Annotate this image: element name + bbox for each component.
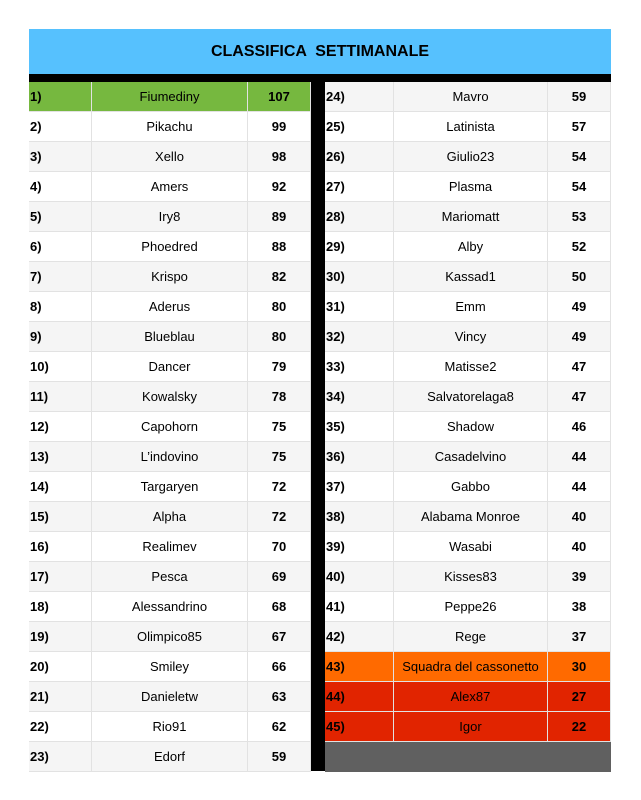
score-cell: 49 (548, 322, 611, 352)
rank-cell: 45) (325, 712, 394, 742)
rank-cell: 4) (29, 172, 92, 202)
player-name-cell: Alby (394, 232, 548, 262)
rank-cell: 40) (325, 562, 394, 592)
table-row (325, 262, 611, 292)
rank-cell: 12) (29, 412, 92, 442)
score-cell: 40 (548, 502, 611, 532)
table-row (29, 232, 311, 262)
table-row (29, 592, 311, 622)
table-row (325, 442, 611, 472)
rank-cell: 7) (29, 262, 92, 292)
player-name-cell: Realimev (92, 532, 248, 562)
player-name-cell: Fiumediny (92, 82, 248, 112)
player-name-cell: Targaryen (92, 472, 248, 502)
score-cell: 54 (548, 142, 611, 172)
score-cell: 62 (248, 712, 311, 742)
rank-cell: 18) (29, 592, 92, 622)
player-name-cell: Kisses83 (394, 562, 548, 592)
table-row (29, 742, 311, 772)
table-row (29, 412, 311, 442)
player-name-cell: Capohorn (92, 412, 248, 442)
score-cell: 75 (248, 442, 311, 472)
table-row (29, 502, 311, 532)
table-row (29, 202, 311, 232)
player-name-cell: Pesca (92, 562, 248, 592)
table-row (29, 112, 311, 142)
player-name-cell: Mariomatt (394, 202, 548, 232)
table-row (29, 712, 311, 742)
rank-cell: 16) (29, 532, 92, 562)
player-name-cell: Gabbo (394, 472, 548, 502)
score-cell: 47 (548, 382, 611, 412)
score-cell: 57 (548, 112, 611, 142)
player-name-cell: Blueblau (92, 322, 248, 352)
score-cell: 50 (548, 262, 611, 292)
table-row (325, 322, 611, 352)
rank-cell: 17) (29, 562, 92, 592)
rank-cell: 25) (325, 112, 394, 142)
table-row (29, 622, 311, 652)
score-cell: 46 (548, 412, 611, 442)
rank-cell: 43) (325, 652, 394, 682)
player-name-cell: Giulio23 (394, 142, 548, 172)
table-row (29, 262, 311, 292)
score-cell: 72 (248, 502, 311, 532)
player-name-cell: Xello (92, 142, 248, 172)
score-cell: 47 (548, 352, 611, 382)
table-row (29, 172, 311, 202)
rank-cell: 22) (29, 712, 92, 742)
leaderboard-title: CLASSIFICA SETTIMANALE (29, 29, 611, 74)
score-cell: 22 (548, 712, 611, 742)
player-name-cell: Casadelvino (394, 442, 548, 472)
player-name-cell: Alabama Monroe (394, 502, 548, 532)
table-row (325, 652, 611, 682)
rank-cell: 11) (29, 382, 92, 412)
table-row (29, 652, 311, 682)
table-row (29, 442, 311, 472)
table-row (29, 562, 311, 592)
rank-cell: 2) (29, 112, 92, 142)
table-row (325, 532, 611, 562)
player-name-cell: Vincy (394, 322, 548, 352)
table-row (29, 292, 311, 322)
rank-cell: 32) (325, 322, 394, 352)
player-name-cell: Rio91 (92, 712, 248, 742)
empty-row (325, 742, 611, 772)
table-row (29, 322, 311, 352)
score-cell: 54 (548, 172, 611, 202)
player-name-cell: Peppe26 (394, 592, 548, 622)
table-row (325, 592, 611, 622)
table-row (325, 352, 611, 382)
score-cell: 27 (548, 682, 611, 712)
table-row (325, 232, 611, 262)
rank-cell: 14) (29, 472, 92, 502)
player-name-cell: Plasma (394, 172, 548, 202)
rank-cell: 38) (325, 502, 394, 532)
score-cell: 98 (248, 142, 311, 172)
column-divider (311, 82, 325, 771)
score-cell: 30 (548, 652, 611, 682)
score-cell: 79 (248, 352, 311, 382)
table-row (325, 712, 611, 742)
score-cell: 72 (248, 472, 311, 502)
table-row (325, 172, 611, 202)
rank-cell: 41) (325, 592, 394, 622)
score-cell: 107 (248, 82, 311, 112)
table-row (29, 472, 311, 502)
rank-cell: 6) (29, 232, 92, 262)
rank-cell: 35) (325, 412, 394, 442)
player-name-cell: Mavro (394, 82, 548, 112)
rank-cell: 30) (325, 262, 394, 292)
score-cell: 52 (548, 232, 611, 262)
rank-cell: 29) (325, 232, 394, 262)
rank-cell: 34) (325, 382, 394, 412)
rank-cell: 26) (325, 142, 394, 172)
table-row (29, 382, 311, 412)
player-name-cell: Dancer (92, 352, 248, 382)
score-cell: 59 (548, 82, 611, 112)
player-name-cell: Alpha (92, 502, 248, 532)
table-row (29, 352, 311, 382)
rank-cell: 27) (325, 172, 394, 202)
score-cell: 38 (548, 592, 611, 622)
score-cell: 44 (548, 472, 611, 502)
rank-cell: 20) (29, 652, 92, 682)
table-row (29, 532, 311, 562)
rank-cell: 3) (29, 142, 92, 172)
player-name-cell: Alex87 (394, 682, 548, 712)
rank-cell: 5) (29, 202, 92, 232)
table-row (29, 142, 311, 172)
table-row (325, 142, 611, 172)
table-row (325, 292, 611, 322)
rank-cell: 8) (29, 292, 92, 322)
header-divider (29, 74, 611, 82)
player-name-cell: Danieletw (92, 682, 248, 712)
rank-cell: 36) (325, 442, 394, 472)
score-cell: 68 (248, 592, 311, 622)
rank-cell: 13) (29, 442, 92, 472)
table-row (325, 682, 611, 712)
rank-cell: 10) (29, 352, 92, 382)
score-cell: 69 (248, 562, 311, 592)
player-name-cell: Kowalsky (92, 382, 248, 412)
rank-cell: 23) (29, 742, 92, 772)
table-row (29, 682, 311, 712)
player-name-cell: Krispo (92, 262, 248, 292)
player-name-cell: Igor (394, 712, 548, 742)
rank-cell: 37) (325, 472, 394, 502)
score-cell: 80 (248, 292, 311, 322)
rank-cell: 1) (29, 82, 92, 112)
player-name-cell: Latinista (394, 112, 548, 142)
score-cell: 78 (248, 382, 311, 412)
table-row (325, 382, 611, 412)
player-name-cell: Shadow (394, 412, 548, 442)
score-cell: 37 (548, 622, 611, 652)
player-name-cell: Wasabi (394, 532, 548, 562)
rank-cell: 28) (325, 202, 394, 232)
table-row (325, 622, 611, 652)
player-name-cell: Iry8 (92, 202, 248, 232)
score-cell: 49 (548, 292, 611, 322)
score-cell: 63 (248, 682, 311, 712)
score-cell: 89 (248, 202, 311, 232)
leaderboard-left-column (29, 82, 311, 772)
table-row (29, 82, 311, 112)
player-name-cell: Phoedred (92, 232, 248, 262)
rank-cell: 42) (325, 622, 394, 652)
player-name-cell: Emm (394, 292, 548, 322)
rank-cell: 21) (29, 682, 92, 712)
rank-cell: 31) (325, 292, 394, 322)
score-cell: 59 (248, 742, 311, 772)
player-name-cell: L’indovino (92, 442, 248, 472)
score-cell: 80 (248, 322, 311, 352)
score-cell: 53 (548, 202, 611, 232)
score-cell: 39 (548, 562, 611, 592)
score-cell: 92 (248, 172, 311, 202)
score-cell: 44 (548, 442, 611, 472)
player-name-cell: Rege (394, 622, 548, 652)
player-name-cell: Kassad1 (394, 262, 548, 292)
rank-cell: 19) (29, 622, 92, 652)
table-row (325, 472, 611, 502)
player-name-cell: Aderus (92, 292, 248, 322)
score-cell: 70 (248, 532, 311, 562)
score-cell: 99 (248, 112, 311, 142)
score-cell: 66 (248, 652, 311, 682)
score-cell: 67 (248, 622, 311, 652)
rank-cell: 39) (325, 532, 394, 562)
rank-cell: 44) (325, 682, 394, 712)
player-name-cell: Edorf (92, 742, 248, 772)
player-name-cell: Squadra del cassonetto (394, 652, 548, 682)
leaderboard-right-column (325, 82, 611, 772)
score-cell: 88 (248, 232, 311, 262)
player-name-cell: Matisse2 (394, 352, 548, 382)
player-name-cell: Alessandrino (92, 592, 248, 622)
table-row (325, 82, 611, 112)
rank-cell: 15) (29, 502, 92, 532)
rank-cell: 33) (325, 352, 394, 382)
player-name-cell: Amers (92, 172, 248, 202)
score-cell: 40 (548, 532, 611, 562)
player-name-cell: Pikachu (92, 112, 248, 142)
player-name-cell: Smiley (92, 652, 248, 682)
player-name-cell: Olimpico85 (92, 622, 248, 652)
rank-cell: 24) (325, 82, 394, 112)
rank-cell: 9) (29, 322, 92, 352)
table-row (325, 112, 611, 142)
player-name-cell: Salvatorelaga8 (394, 382, 548, 412)
table-row (325, 412, 611, 442)
table-row (325, 202, 611, 232)
table-row (325, 502, 611, 532)
score-cell: 75 (248, 412, 311, 442)
score-cell: 82 (248, 262, 311, 292)
table-row (325, 562, 611, 592)
